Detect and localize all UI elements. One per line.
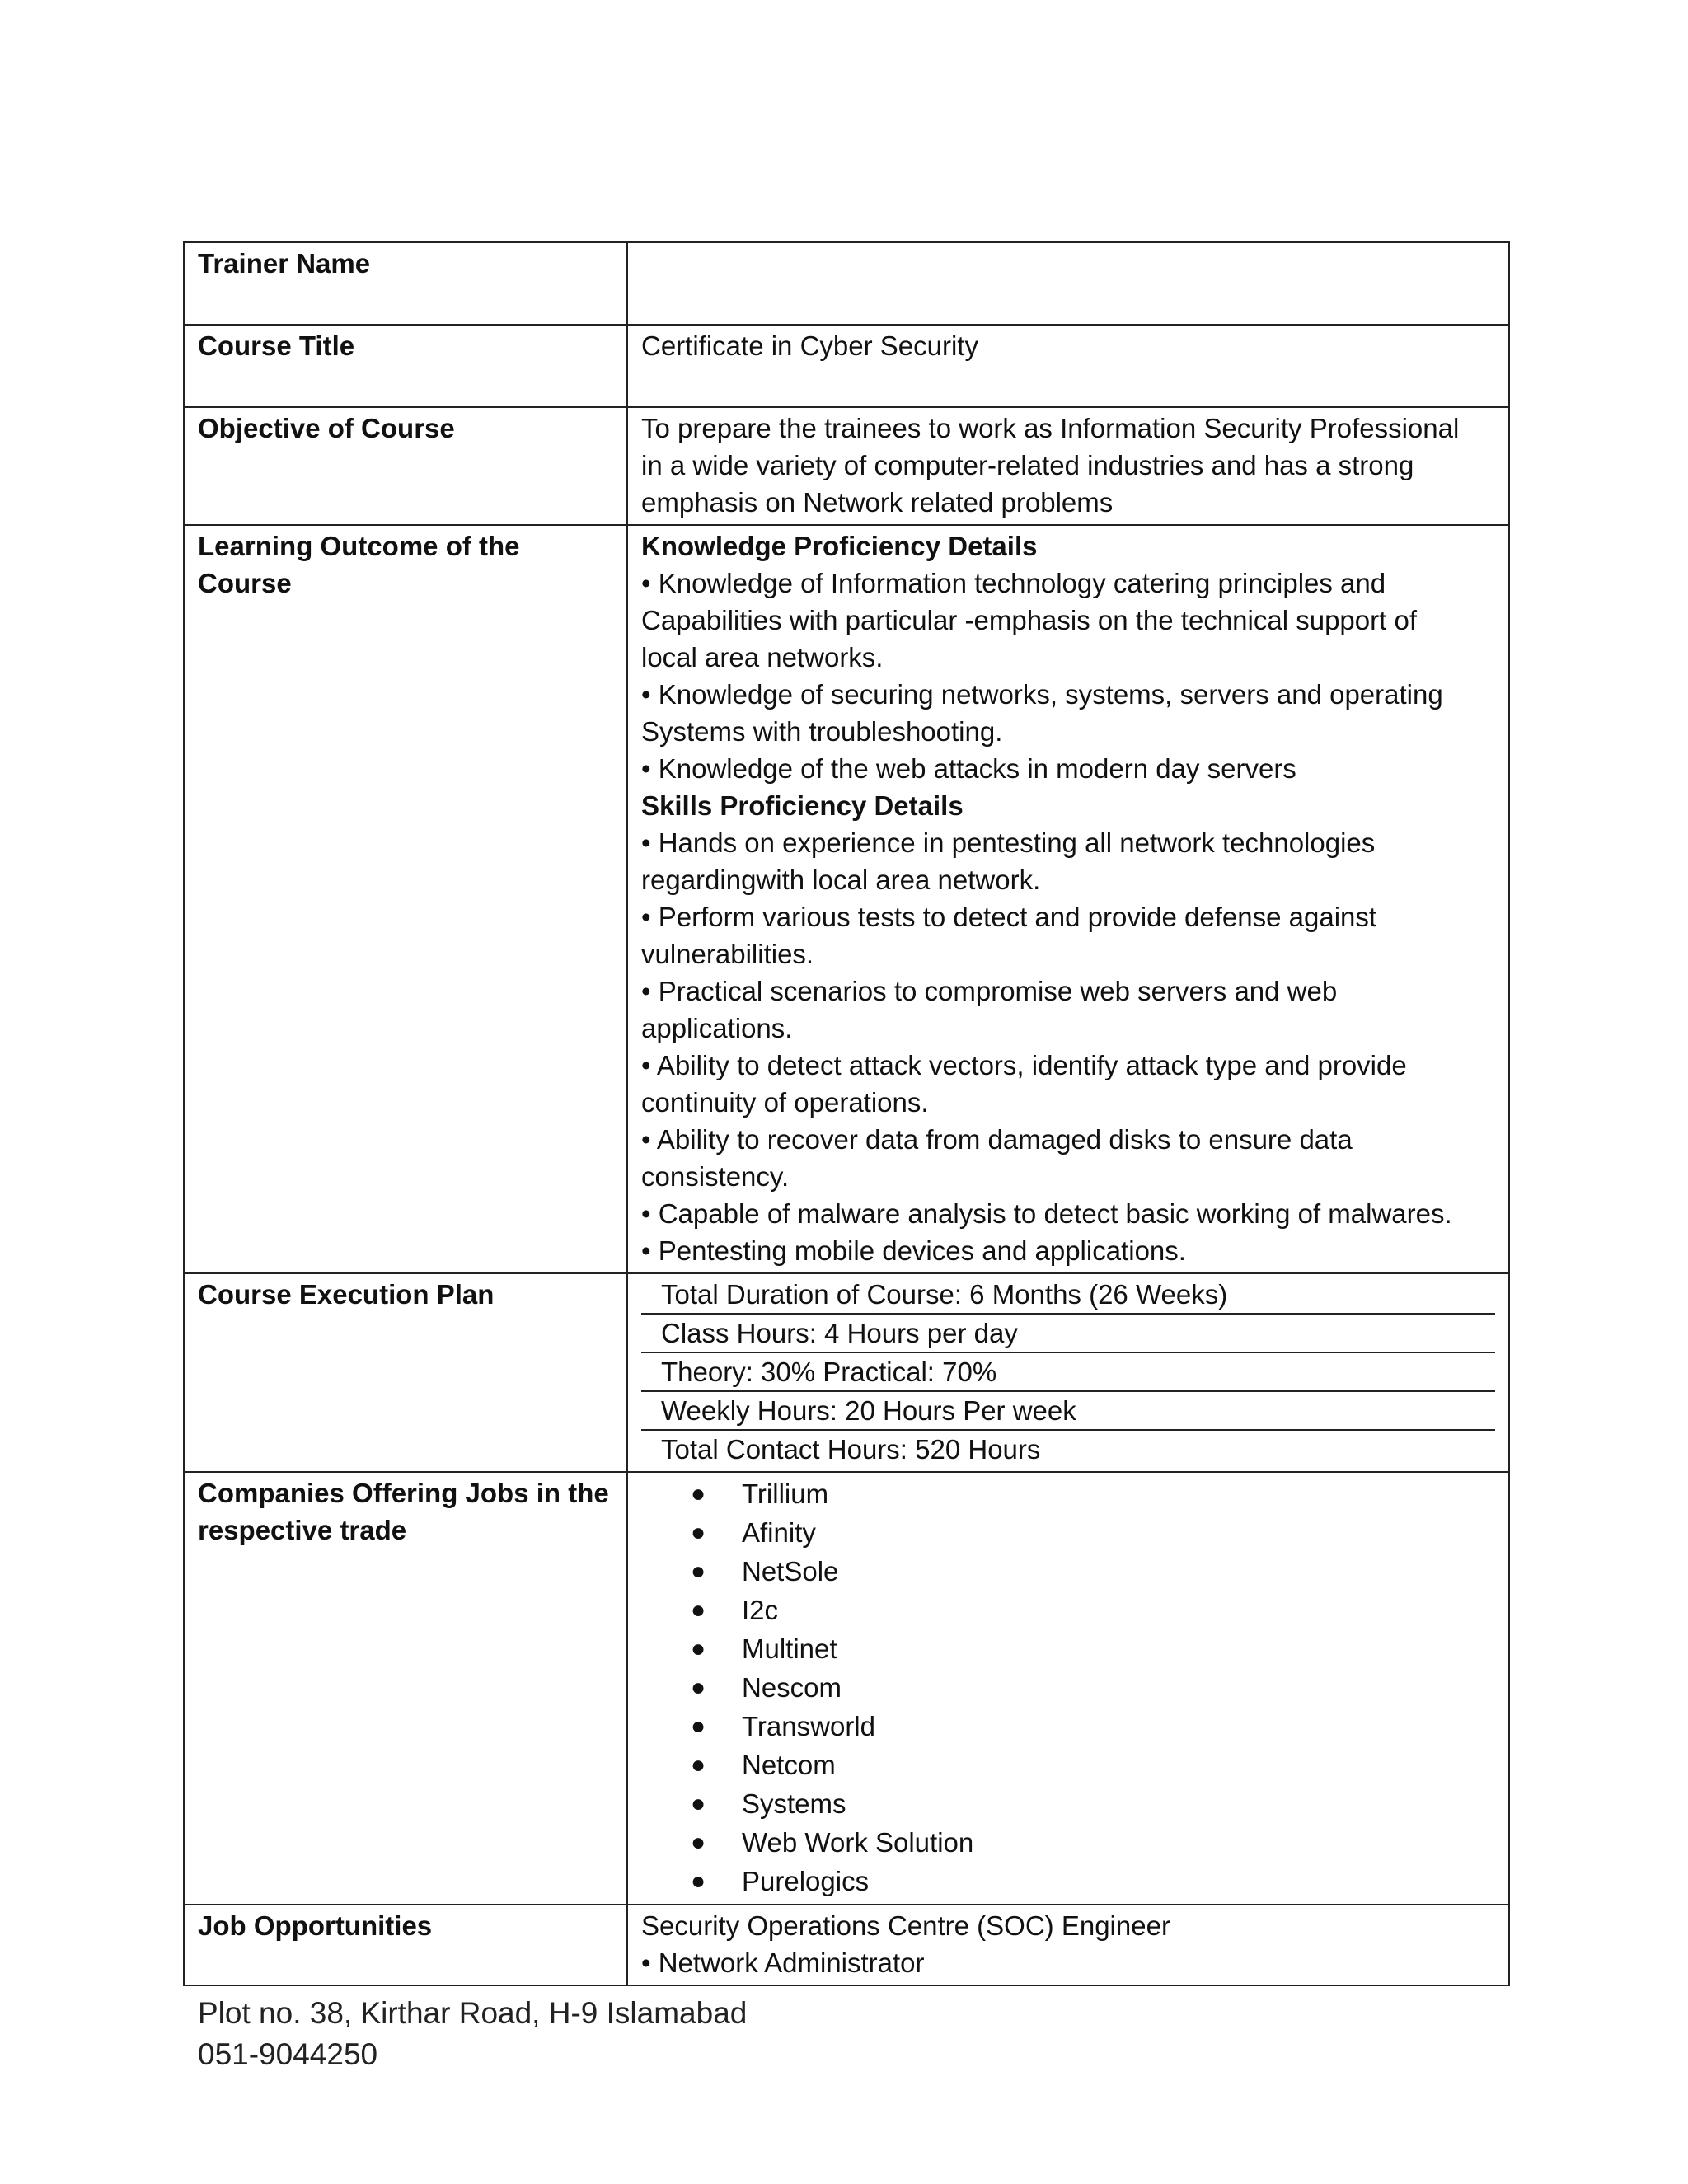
table-row-trainer <box>184 242 1509 325</box>
job-line: Security Operations Centre (SOC) Engineer <box>641 1910 1170 1941</box>
execution-plan-label: Course Execution Plan <box>184 1273 627 1472</box>
list-item <box>641 1668 1495 1707</box>
knowledge-line: • Knowledge of Information technology catering principles and <box>641 568 1386 598</box>
list-item <box>641 1746 1495 1784</box>
objective-line: emphasis on Network related problems <box>641 487 1114 518</box>
footer-phone: 051-9044250 <box>198 2037 378 2071</box>
trainer-name-label: Trainer Name <box>184 242 627 325</box>
bullet-icon: ● <box>691 1790 706 1817</box>
skills-line: vulnerabilities. <box>641 939 814 969</box>
knowledge-line: • Knowledge of the web attacks in modern day servers <box>641 753 1296 784</box>
course-info-table <box>183 241 1510 1986</box>
job-opportunities-label: Job Opportunities <box>184 1905 627 1985</box>
list-item <box>641 1707 1495 1746</box>
job-opportunities-value <box>627 1905 1509 1985</box>
objective-line: To prepare the trainees to work as Information Security Professional <box>641 413 1460 443</box>
company-name: I2c <box>742 1595 779 1625</box>
company-name: Netcom <box>742 1750 836 1780</box>
skills-line: • Pentesting mobile devices and applications. <box>641 1235 1186 1266</box>
company-name: Web Work Solution <box>742 1827 974 1858</box>
list-item <box>641 1784 1495 1823</box>
list-item <box>641 1513 1495 1552</box>
table-row-companies <box>184 1472 1509 1905</box>
objective-value <box>627 407 1509 525</box>
knowledge-line: local area networks. <box>641 642 884 673</box>
bullet-icon: ● <box>691 1674 706 1701</box>
execution-plan-row: Class Hours: 4 Hours per day <box>641 1313 1495 1352</box>
execution-plan-value <box>627 1273 1509 1472</box>
execution-plan-row: Weekly Hours: 20 Hours Per week <box>641 1390 1495 1429</box>
company-name: NetSole <box>742 1556 839 1586</box>
execution-plan-row: Total Contact Hours: 520 Hours <box>641 1429 1495 1468</box>
course-title-value: Certificate in Cyber Security <box>627 325 1509 407</box>
companies-label-line: Companies Offering Jobs in the <box>198 1478 609 1508</box>
footer <box>198 1993 747 2075</box>
bullet-icon: ● <box>691 1751 706 1779</box>
skills-line: consistency. <box>641 1161 790 1192</box>
table-row-course-title <box>184 325 1509 407</box>
table-row-jobs <box>184 1905 1509 1985</box>
skills-line: continuity of operations. <box>641 1087 929 1118</box>
list-item <box>641 1823 1495 1862</box>
knowledge-line: • Knowledge of securing networks, systems, servers and operating <box>641 679 1443 710</box>
table-row-learning-outcome <box>184 525 1509 1273</box>
company-name: Systems <box>742 1788 846 1819</box>
knowledge-line: Systems with troubleshooting. <box>641 716 1003 747</box>
skills-line: • Hands on experience in pentesting all network technologies <box>641 827 1376 858</box>
execution-plan-row: Total Duration of Course: 6 Months (26 Weeks) <box>661 1279 1228 1310</box>
learning-outcome-value <box>627 525 1509 1273</box>
list-item <box>641 1629 1495 1668</box>
skills-line: • Practical scenarios to compromise web servers and web <box>641 976 1338 1006</box>
bullet-icon: ● <box>691 1480 706 1507</box>
bullet-icon: ● <box>691 1635 706 1662</box>
bullet-icon: ● <box>691 1519 706 1546</box>
objective-label: Objective of Course <box>184 407 627 525</box>
table-row-objective <box>184 407 1509 525</box>
skills-line: regardingwith local area network. <box>641 865 1041 895</box>
skills-line: applications. <box>641 1013 793 1043</box>
list-item <box>641 1474 1495 1513</box>
bullet-icon: ● <box>691 1868 706 1895</box>
skills-line: • Perform various tests to detect and provide defense against <box>641 902 1377 932</box>
company-name: Afinity <box>742 1517 816 1548</box>
execution-plan-row: Theory: 30% Practical: 70% <box>641 1352 1495 1390</box>
companies-label <box>184 1472 627 1905</box>
list-item <box>641 1591 1495 1629</box>
company-name: Purelogics <box>742 1866 870 1896</box>
company-name: Transworld <box>742 1711 875 1741</box>
bullet-icon: ● <box>691 1713 706 1740</box>
course-title-label: Course Title <box>184 325 627 407</box>
table-row-execution-plan <box>184 1273 1509 1472</box>
learning-outcome-label: Learning Outcome of the Course <box>184 525 627 1273</box>
skills-line: • Ability to recover data from damaged disks to ensure data <box>641 1124 1353 1155</box>
companies-list <box>641 1474 1495 1900</box>
knowledge-heading: Knowledge Proficiency Details <box>641 531 1038 561</box>
bullet-icon: ● <box>691 1596 706 1624</box>
footer-address: Plot no. 38, Kirthar Road, H-9 Islamabad <box>198 1996 748 2030</box>
knowledge-line: Capabilities with particular -emphasis on the technical support of <box>641 605 1417 635</box>
objective-line: in a wide variety of computer-related industries and has a strong <box>641 450 1414 480</box>
list-item <box>641 1862 1495 1900</box>
companies-label-line: respective trade <box>198 1515 407 1545</box>
trainer-name-value <box>627 242 1509 325</box>
bullet-icon: ● <box>691 1558 706 1585</box>
company-name: Nescom <box>742 1672 842 1703</box>
company-name: Trillium <box>742 1479 829 1509</box>
list-item <box>641 1552 1495 1591</box>
company-name: Multinet <box>742 1633 837 1664</box>
bullet-icon: ● <box>691 1829 706 1856</box>
skills-line: • Ability to detect attack vectors, identify attack type and provide <box>641 1050 1407 1080</box>
skills-heading: Skills Proficiency Details <box>641 790 964 821</box>
job-line: • Network Administrator <box>641 1947 925 1978</box>
companies-value <box>627 1472 1509 1905</box>
skills-line: • Capable of malware analysis to detect basic working of malwares. <box>641 1198 1452 1229</box>
